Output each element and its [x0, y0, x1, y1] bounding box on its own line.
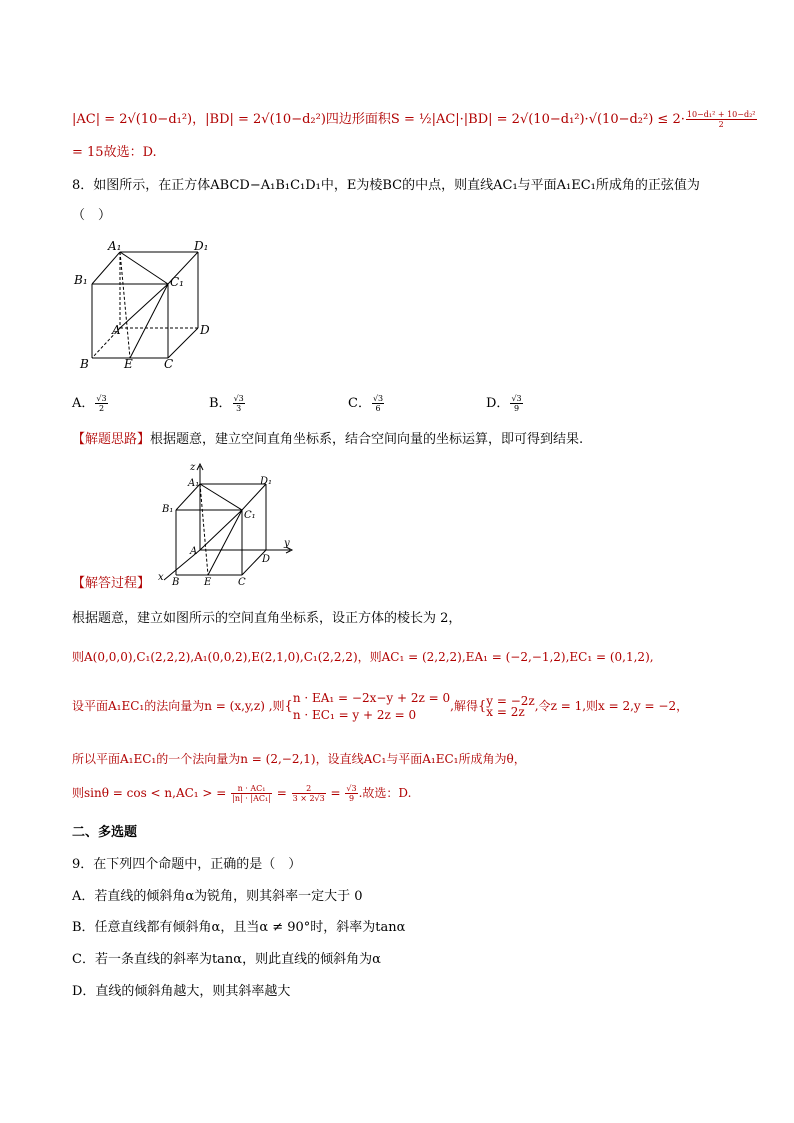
- label2-d: D: [262, 554, 271, 565]
- label-c1: C₁: [170, 275, 184, 289]
- label2-d1: D₁: [260, 476, 273, 487]
- label-d: D: [200, 323, 210, 337]
- q9-option-b: B．任意直线都有倾斜角α，且当α ≠ 90°时，斜率为tanα: [72, 920, 406, 935]
- axis-x: x: [158, 572, 164, 583]
- label-b: B: [80, 357, 89, 371]
- prev-solution-line1: |AC| = 2√(10−d₁²)，|BD| = 2√(10−d₂²)四边形面积S = ½|AC|·|BD| = 2√(10−d₁²)·√(10−d₂²) ≤ 2· $\frac{\text{10−d₁² + 10−d₂²}}{2}$: [72, 110, 756, 129]
- q8-option-a: A． $\frac{√3}{2}$: [72, 394, 107, 413]
- solution-step5: 则sinθ = cos < n,AC₁ > = $\frac{\text{n · AC₁}}{\text{|n| · |AC₁|}}$ = $\frac{2}{3 \times 2√3}$ = $\frac{√3}{9}$ .故选：D.: [72, 784, 412, 803]
- q9-option-a: A．若直线的倾斜角α为锐角，则其斜率一定大于 0: [72, 889, 363, 904]
- solution-step1: 根据题意，建立如图所示的空间直角坐标系，设正方体的棱长为 2，: [72, 611, 462, 626]
- label2-b: B: [172, 577, 180, 588]
- q8-option-b: B． $\frac{√3}{3}$: [209, 394, 244, 413]
- label-a: A: [112, 323, 121, 337]
- coordinate-cube-figure: [150, 460, 300, 588]
- label-c: C: [164, 357, 174, 371]
- q8-stem: 8．如图所示，在正方体ABCD−A₁B₁C₁D₁中，E为棱BC的中点，则直线AC₁与平面A₁EC₁所成角的正弦值为: [72, 178, 700, 193]
- process-tag: 【解答过程】: [72, 576, 151, 591]
- label2-c1: C₁: [244, 510, 256, 521]
- label2-c: C: [238, 577, 246, 588]
- solution-step4: 所以平面A₁EC₁的一个法向量为n = (2,−2,1)，设直线AC₁与平面A₁EC₁所成角为θ，: [72, 752, 526, 766]
- axis-y: y: [284, 538, 290, 549]
- solution-step3: 设平面A₁EC₁的法向量为n = (x,y,z) ,则{ n · EA₁ = −2x−y + 2z = 0 n · EC₁ = y + 2z = 0 ,解得{ y = −2z x = 2z ,令z = 1,则x = 2,y = −2，: [72, 690, 689, 722]
- prev-solution-line2: = 15故选：D.: [72, 145, 157, 160]
- label2-e: E: [204, 577, 212, 588]
- label-d1: D₁: [194, 239, 209, 253]
- q9-option-d: D．直线的倾斜角越大，则其斜率越大: [72, 984, 291, 999]
- label2-a1: A₁: [188, 478, 200, 489]
- label-b1: B₁: [74, 273, 88, 287]
- section-title: 二、多选题: [72, 825, 138, 840]
- axis-z: z: [190, 462, 196, 473]
- q8-option-c: C． $\frac{√3}{6}$: [348, 394, 384, 413]
- q8-paren: （ ）: [72, 208, 112, 223]
- q9-option-c: C．若一条直线的斜率为tanα，则此直线的倾斜角为α: [72, 952, 381, 967]
- cube-figure: [72, 236, 222, 371]
- solution-step2: 则A(0,0,0),C₁(2,2,2),A₁(0,0,2),E(2,1,0),C₁(2,2,2)，则AC₁ = (2,2,2),EA₁ = (−2,−1,2),EC₁ = (0,1,2),: [72, 650, 654, 664]
- label-a1: A₁: [108, 239, 122, 253]
- label2-b1: B₁: [162, 504, 174, 515]
- label2-a: A: [190, 546, 198, 557]
- label-e: E: [124, 357, 133, 371]
- q8-option-d: D． $\frac{√3}{9}$: [486, 394, 522, 413]
- solution-idea: 【解题思路】根据题意，建立空间直角坐标系，结合空间向量的坐标运算，即可得到结果.: [72, 432, 584, 447]
- idea-tag: 【解题思路】: [72, 432, 151, 447]
- q9-stem: 9．在下列四个命题中，正确的是（ ）: [72, 857, 302, 872]
